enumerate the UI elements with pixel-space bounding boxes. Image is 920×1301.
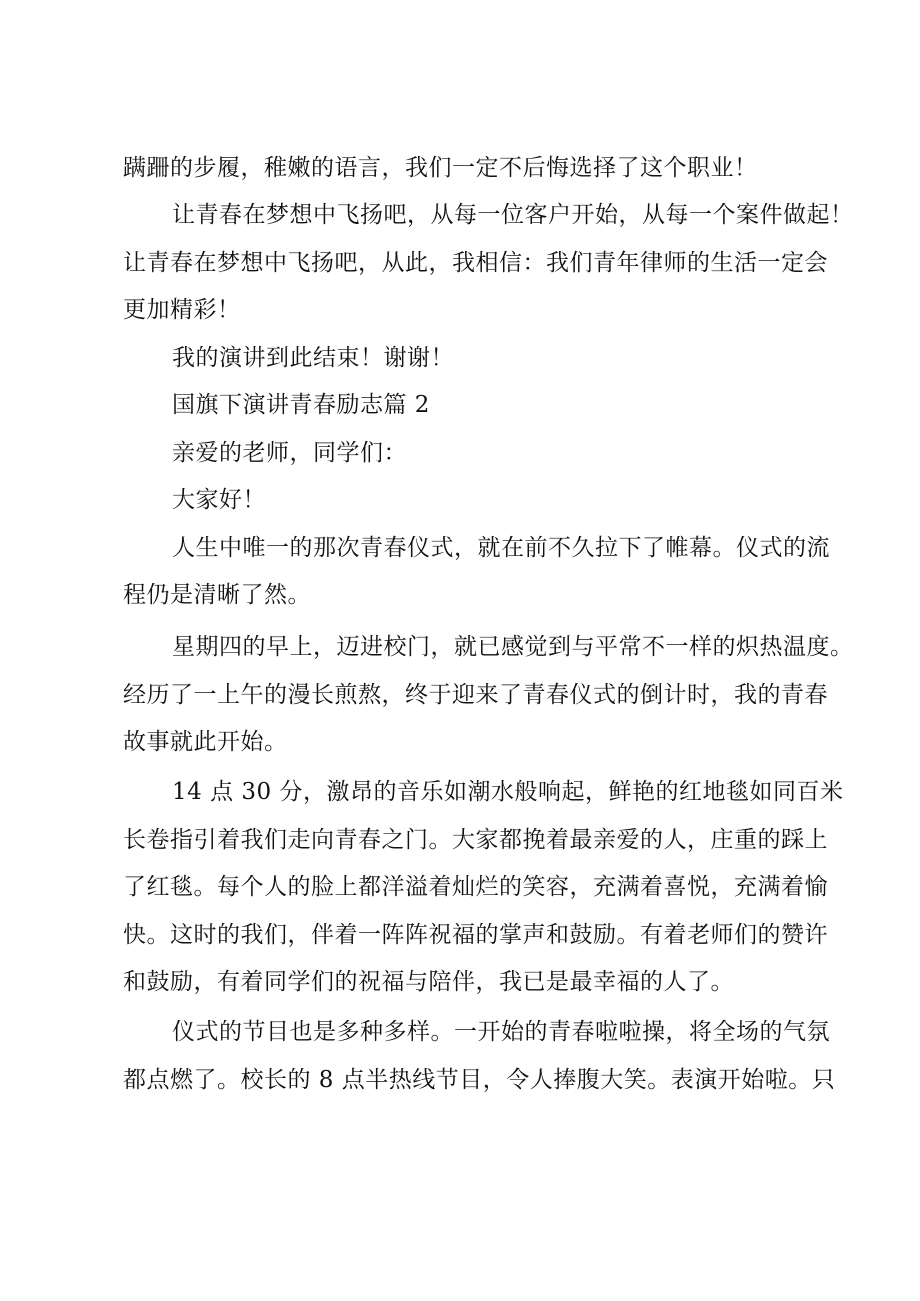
greeting: 大家好！ (172, 487, 266, 513)
section-heading: 国旗下演讲青春励志篇 2 (172, 392, 430, 418)
text-line: 让青春在梦想中飞扬吧，从每一位客户开始，从每一个案件做起！ (172, 202, 854, 228)
text-line: 和鼓励，有着同学们的祝福与陪伴，我已是最幸福的人了。 (123, 969, 734, 995)
text-line: 星期四的早上，迈进校门，就已感觉到与平常不一样的炽热温度。 (172, 634, 854, 660)
text-line: 经历了一上午的漫长煎熬，终于迎来了青春仪式的倒计时，我的青春 (123, 682, 828, 708)
text-line: 人生中唯一的那次青春仪式，就在前不久拉下了帷幕。仪式的流 (172, 535, 830, 561)
text-line: 快。这时的我们，伴着一阵阵祝福的掌声和鼓励。有着老师们的赞许 (123, 922, 828, 948)
salutation: 亲爱的老师，同学们： (172, 440, 407, 466)
text-line: 蹒跚的步履，稚嫩的语言，我们一定不后悔选择了这个职业！ (123, 155, 758, 181)
text-line: 让青春在梦想中飞扬吧，从此，我相信：我们青年律师的生活一定会 (123, 250, 828, 276)
text-line: 14 点 30 分，激昂的音乐如潮水般响起，鲜艳的红地毯如同百米 (172, 779, 844, 805)
text-line: 仪式的节目也是多种多样。一开始的青春啦啦操，将全场的气氛 (172, 1019, 830, 1045)
text-line: 了红毯。每个人的脸上都洋溢着灿烂的笑容，充满着喜悦，充满着愉 (123, 874, 828, 900)
text-line: 都点燃了。校长的 8 点半热线节目，令人捧腹大笑。表演开始啦。只 (123, 1067, 836, 1093)
text-line: 长卷指引着我们走向青春之门。大家都挽着最亲爱的人，庄重的踩上 (123, 827, 828, 853)
text-line: 程仍是清晰了然。 (123, 582, 311, 608)
text-line: 更加精彩！ (123, 297, 241, 323)
text-line: 故事就此开始。 (123, 729, 288, 755)
text-line: 我的演讲到此结束！谢谢！ (172, 345, 454, 371)
